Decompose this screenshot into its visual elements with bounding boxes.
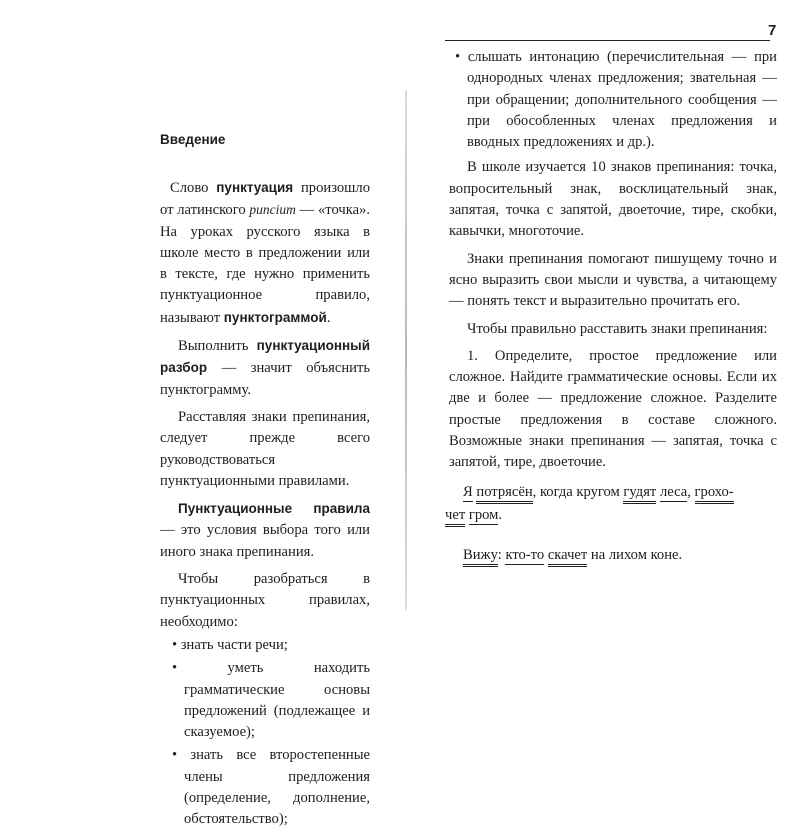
predicate-word: скачет bbox=[548, 547, 587, 567]
predicate-word: Вижу bbox=[463, 547, 498, 567]
term-punctuation: пунктуация bbox=[216, 180, 294, 195]
paragraph-placing-marks: Расставляя знаки препинания, следует прежде всего руководствоваться пунктуационными правилами. bbox=[160, 408, 370, 489]
paragraph-analysis: Выполнить пунктуационный разбор — значит объяснить пунктограмму. bbox=[160, 338, 370, 398]
header-rule bbox=[445, 40, 770, 41]
paragraph-step-one: 1. Определите, простое предложение или сложное. Найдите грамматические основы. Если их две и более — предложение сложное. Разделите простые предложения в составе сложного. Возможные знаки препинания — запятая, точка с запятой, тире, двоеточие. bbox=[449, 347, 777, 471]
subject-word: кто-то bbox=[505, 547, 545, 563]
predicate-word: гудят bbox=[623, 484, 656, 504]
list-item: • знать все второстепенные члены предложения (определение, дополнение, обстоятельство); bbox=[172, 747, 370, 828]
predicate-word: грохо- bbox=[695, 484, 734, 504]
list-item: • слышать интонацию (перечислительная — при однородных членах предложения; звательная — при обращении; дополнительного сообщения — при обособленных членах предложения и вводных предложениях и др.). bbox=[455, 49, 777, 151]
term-punctuation-rules: Пунктуационные правила bbox=[178, 501, 370, 517]
term-punctogram: пунктограммой bbox=[223, 309, 327, 325]
subject-word: Я bbox=[463, 484, 473, 500]
paragraph-ten-marks: В школе изучается 10 знаков препинания: точка, вопросительный знак, восклицательный знак, запятая, точка с запятой, двоеточие, тире, скобки, кавычки, многоточие. bbox=[449, 159, 777, 240]
paragraph-purpose: Знаки препинания помогают пишущему точно и ясно выразить свои мысли и чувства, а читающему — понять текст и выразительно прочитать его. bbox=[449, 250, 777, 310]
term-punctuation-analysis: пунктуационный разбор bbox=[160, 338, 370, 376]
paragraph-requirements: Чтобы разобраться в пунктуационных правилах, необходимо: bbox=[160, 571, 370, 630]
latin-word: puncium bbox=[249, 202, 296, 218]
page-number: 7 bbox=[768, 22, 777, 39]
subject-word: гром bbox=[468, 507, 499, 523]
paragraph-how-to: Чтобы правильно расставить знаки препинания: bbox=[467, 320, 768, 337]
example-sentence-1: Я потрясён, когда кругом гудят леса, грохо- bbox=[463, 482, 734, 503]
section-title: Введение bbox=[160, 132, 226, 147]
paragraph-punctuation-definition: Слово пунктуация произошло от латинского puncium — «точка». На уроках русского языка в школе место в предложении или в тексте, где нужно применить пунктуационное правило, называют пунктограммой. bbox=[160, 180, 370, 326]
subject-word: леса bbox=[659, 484, 688, 500]
predicate-word: потрясён bbox=[476, 484, 532, 504]
list-item: • уметь находить грамматические основы предложений (подлежащее и сказуемое); bbox=[172, 660, 370, 741]
right-column-text bbox=[449, 47, 777, 480]
example-sentence-1-continued: чет гром. bbox=[445, 505, 502, 526]
list-item: • знать части речи; bbox=[172, 636, 288, 653]
left-column-text bbox=[160, 177, 370, 833]
predicate-word: чет bbox=[445, 507, 465, 527]
example-sentence-2: Вижу: кто-то скачет на лихом коне. bbox=[463, 545, 682, 566]
paragraph-rules: Пунктуационные правила — это условия выбора того или иного знака препинания. bbox=[160, 501, 370, 560]
book-gutter bbox=[405, 90, 407, 610]
